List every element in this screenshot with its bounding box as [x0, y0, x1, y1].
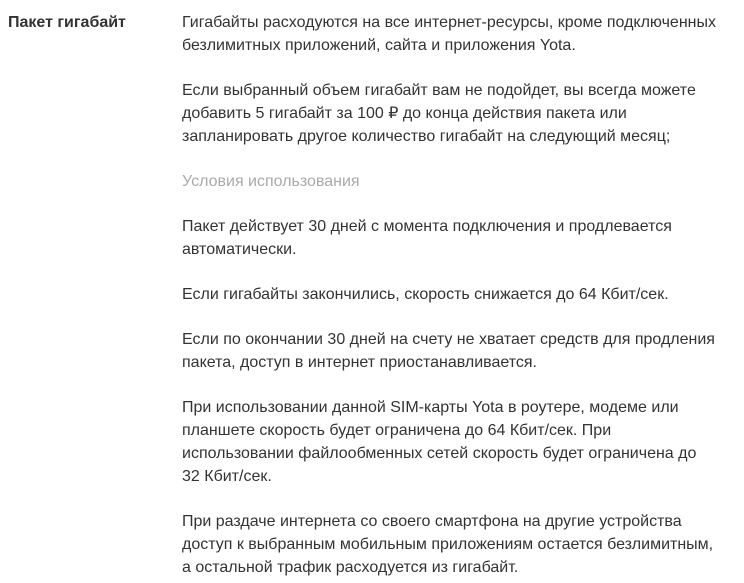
term-label-column — [8, 11, 182, 34]
paragraph-gigabytes-usage: Гигабайты расходуются на все интернет-ресурсы, кроме подключенных безлимитных приложений, сайта и приложения Yota. — [182, 14, 716, 54]
paragraph-package-duration: Пакет действует 30 дней с момента подключения и продлевается автоматически. — [182, 218, 672, 258]
subheading-usage-terms: Условия использования — [182, 173, 360, 190]
paragraph-tethering: При раздаче интернета со своего смартфона на другие устройства доступ к выбранным мобильным приложениям остается безлимитным, а остальной трафик расходуется из гигабайт. — [182, 513, 714, 576]
paragraph-speed-after-limit: Если гигабайты закончились, скорость снижается до 64 Кбит/сек. — [182, 286, 669, 303]
term-label: Пакет гигабайт — [8, 14, 126, 31]
term-description-column — [182, 11, 717, 579]
paragraph-insufficient-funds: Если по окончании 30 дней на счету не хватает средств для продления пакета, доступ в интернет приостанавливается. — [182, 331, 715, 371]
paragraph-add-gigabytes: Если выбранный объем гигабайт вам не подойдет, вы всегда можете добавить 5 гигабайт за 100 ₽ до конца действия пакета или запланировать другое количество гигабайт на следующий месяц; — [182, 82, 696, 145]
paragraph-sim-in-router: При использовании данной SIM-карты Yota в роутере, модеме или планшете скорость будет ограничена до 64 Кбит/сек. При использовании файлообменных сетей скорость будет ограничена до 32 Кбит/сек. — [182, 399, 697, 485]
